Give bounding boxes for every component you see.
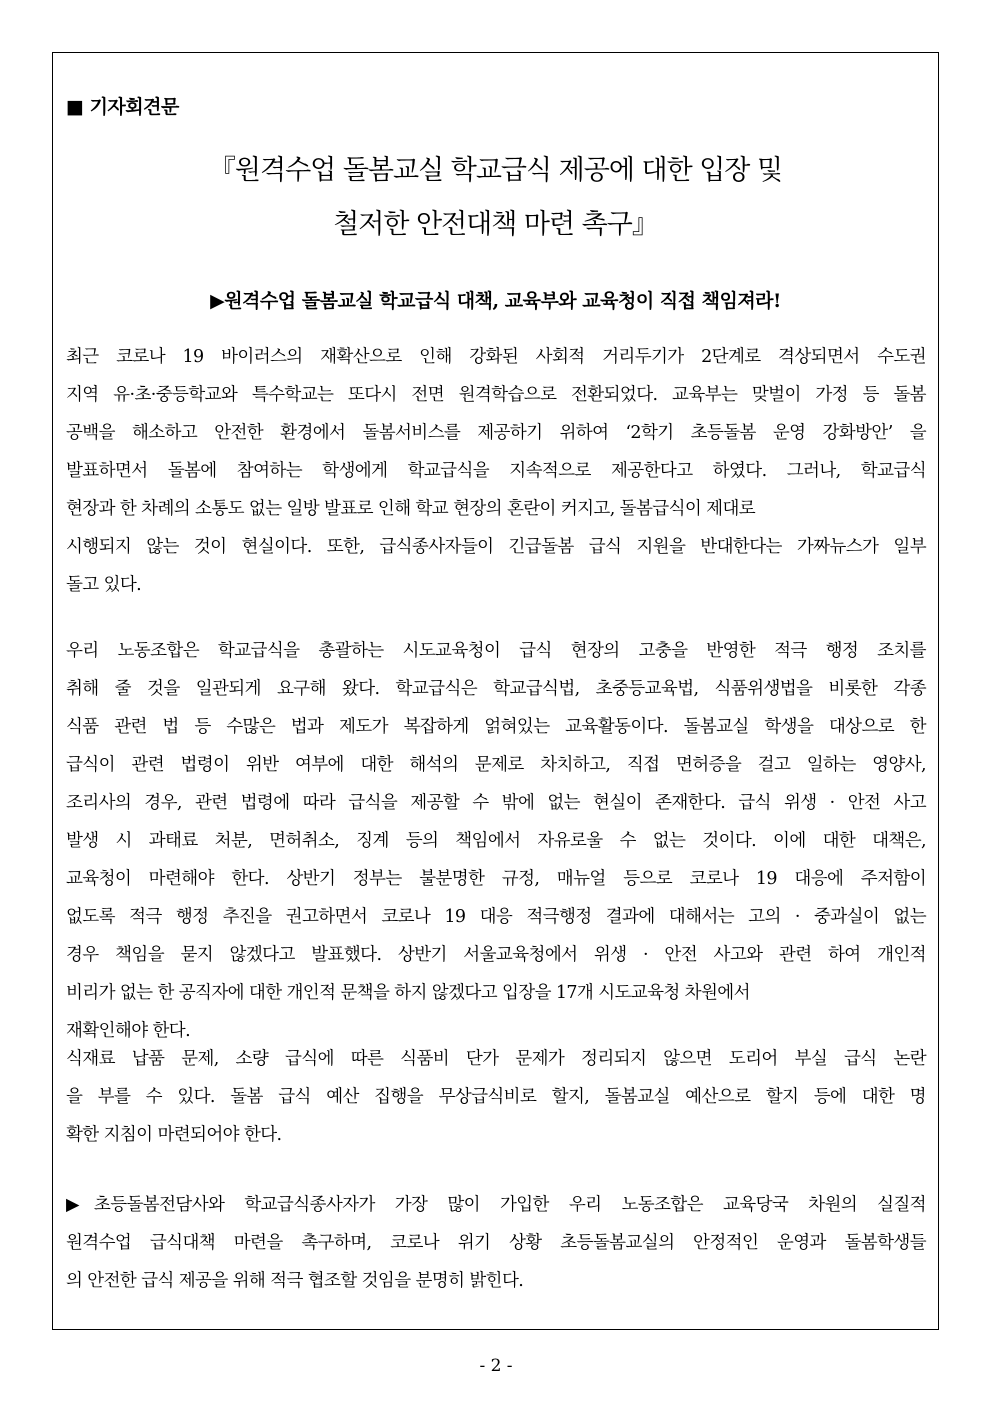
title-line-2: 철저한 안전대책 마련 촉구』 xyxy=(333,209,658,240)
paragraph-line: 재확인해야 한다. xyxy=(66,1021,191,1041)
paragraph-line: 원격수업 급식대책 마련을 촉구하며, 코로나 위기 상황 초등돌봄교실의 안정적인 운영과 돌봄학생들 xyxy=(66,1233,926,1253)
subtitle: ▶원격수업 돌봄교실 학교급식 대책, 교육부와 교육청이 직접 책임져라! xyxy=(210,290,781,312)
paragraph-line: 식재료 납품 문제, 소량 급식에 따른 식품비 단가 문제가 정리되지 않으면 도리어 부실 급식 논란 xyxy=(66,1049,926,1069)
paragraph-line: 돌고 있다. xyxy=(66,575,142,595)
paragraph-line: 급식이 관련 법령이 위반 여부에 대한 해석의 문제로 차치하고, 직접 면허증을 걸고 일하는 영양사, xyxy=(66,755,926,775)
section-label: ■ 기자회견문 xyxy=(66,96,179,118)
paragraph-line: 현장과 한 차례의 소통도 없는 일방 발표로 인해 학교 현장의 혼란이 커지고, 돌봄급식이 제대로 xyxy=(66,499,756,519)
paragraph-line: 우리 노동조합은 학교급식을 총괄하는 시도교육청이 급식 현장의 고충을 반영한 적극 행정 조치를 xyxy=(66,641,926,661)
paragraph-1 xyxy=(66,338,926,604)
paragraph-2 xyxy=(66,632,926,1050)
paragraph-4 xyxy=(66,1186,926,1300)
paragraph-line: 공백을 해소하고 안전한 환경에서 돌봄서비스를 제공하기 위하여 ‘2학기 초등돌봄 운영 강화방안’ 을 xyxy=(66,423,926,443)
paragraph-line: 시행되지 않는 것이 현실이다. 또한, 급식종사자들이 긴급돌봄 급식 지원을 반대한다는 가짜뉴스가 일부 xyxy=(66,537,926,557)
paragraph-line: 확한 지침이 마련되어야 한다. xyxy=(66,1125,282,1145)
paragraph-line: 경우 책임을 묻지 않겠다고 발표했다. 상반기 서울교육청에서 위생 · 안전 사고와 관련 하여 개인적 xyxy=(66,945,926,965)
paragraph-line: 발표하면서 돌봄에 참여하는 학생에게 학교급식을 지속적으로 제공한다고 하였다. 그러나, 학교급식 xyxy=(66,461,926,481)
paragraph-line: 발생 시 과태료 처분, 면허취소, 징계 등의 책임에서 자유로울 수 없는 것이다. 이에 대한 대책은, xyxy=(66,831,926,851)
paragraph-line: 의 안전한 급식 제공을 위해 적극 협조할 것임을 분명히 밝힌다. xyxy=(66,1271,524,1291)
paragraph-line: 식품 관련 법 등 수많은 법과 제도가 복잡하게 얽혀있는 교육활동이다. 돌봄교실 학생을 대상으로 한 xyxy=(66,717,926,737)
title-line-1: 『원격수업 돌봄교실 학교급식 제공에 대한 입장 및 xyxy=(208,155,783,186)
paragraph-3 xyxy=(66,1040,926,1154)
paragraph-line: 교육청이 마련해야 한다. 상반기 정부는 불분명한 규정, 매뉴얼 등으로 코로나 19 대응에 주저함이 xyxy=(66,869,926,889)
paragraph-line: ▶초등돌봄전담사와 학교급식종사자가 가장 많이 가입한 우리 노동조합은 교육당국 차원의 실질적 xyxy=(66,1195,926,1215)
paragraph-line: 조리사의 경우, 관련 법령에 따라 급식을 제공할 수 밖에 없는 현실이 존재한다. 급식 위생 · 안전 사고 xyxy=(66,793,926,813)
page-number: - 2 - xyxy=(479,1356,513,1376)
paragraph-line: 지역 유·초·중등학교와 특수학교는 또다시 전면 원격학습으로 전환되었다. 교육부는 맞벌이 가정 등 돌봄 xyxy=(66,385,926,405)
paragraph-line: 없도록 적극 행정 추진을 권고하면서 코로나 19 대응 적극행정 결과에 대해서는 고의 · 중과실이 없는 xyxy=(66,907,926,927)
paragraph-line: 비리가 없는 한 공직자에 대한 개인적 문책을 하지 않겠다고 입장을 17개 시도교육청 차원에서 xyxy=(66,983,750,1003)
paragraph-line: 을 부를 수 있다. 돌봄 급식 예산 집행을 무상급식비로 할지, 돌봄교실 예산으로 할지 등에 대한 명 xyxy=(66,1087,926,1107)
paragraph-line: 취해 줄 것을 일관되게 요구해 왔다. 학교급식은 학교급식법, 초중등교육법, 식품위생법을 비롯한 각종 xyxy=(66,679,926,699)
paragraph-line: 최근 코로나 19 바이러스의 재확산으로 인해 강화된 사회적 거리두기가 2단계로 격상되면서 수도권 xyxy=(66,347,926,367)
